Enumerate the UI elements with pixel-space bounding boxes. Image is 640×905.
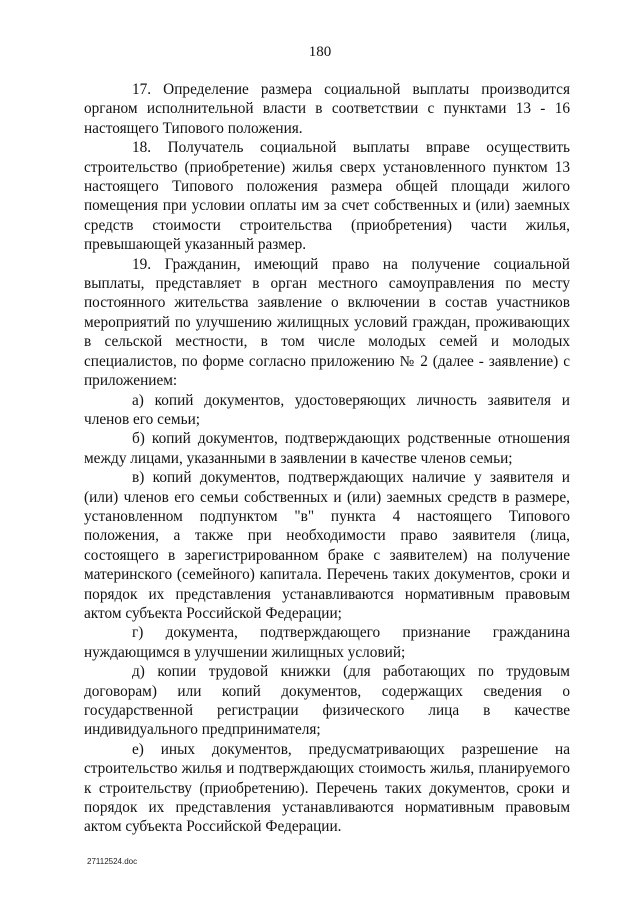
- paragraph-17: 17. Определение размера социальной выплаты производится органом исполнительной власти в соответствии с пунктами 13 - 16 настоящего Типового положения.: [84, 81, 570, 137]
- list-item-b: б) копий документов, подтверждающих родственные отношения между лицами, указанными в заявлении в качестве членов семьи;: [84, 430, 570, 467]
- document-body: [84, 80, 570, 837]
- page-number: 180: [308, 44, 332, 60]
- document-filename: 27112524.doc: [87, 857, 138, 866]
- list-item-v: в) копий документов, подтверждающих наличие у заявителя и (или) членов его семьи собственных и (или) заемных средств в размере, установленном подпунктом "в" пункта 4 настоящего Типового положения, а также при необходимости право заявителя (лица, состоящего в зарегистрированном браке с заявителем) на получение материнского (семейного) капитала. Перечень таких документов, сроки и порядок их представления устанавливаются нормативным правовым актом субъекта Российской Федерации;: [84, 469, 570, 622]
- list-item-e: е) иных документов, предусматривающих разрешение на строительство жилья и подтверждающих стоимость жилья, планируемого к строительству (приобретению). Перечень таких документов, сроки и порядок их представления устанавливаются нормативным правовым актом субъекта Российской Федерации.: [84, 740, 570, 836]
- list-item-a: а) копий документов, удостоверяющих личность заявителя и членов его семьи;: [84, 391, 570, 428]
- list-item-g: г) документа, подтверждающего признание гражданина нуждающимся в улучшении жилищных условий;: [84, 624, 570, 661]
- paragraph-19: 19. Гражданин, имеющий право на получение социальной выплаты, представляет в орган местного самоуправления по месту постоянного жительства заявление о включении в состав участников мероприятий по улучшению жилищных условий граждан, проживающих в сельской местности, в том числе молодых семей и молодых специалистов, по форме согласно приложению № 2 (далее - заявление) с приложением:: [84, 255, 570, 390]
- list-item-d: д) копии трудовой книжки (для работающих по трудовым договорам) или копий документов, содержащих сведения о государственной регистрации физического лица в качестве индивидуального предпринимателя;: [84, 663, 570, 739]
- paragraph-18: 18. Получатель социальной выплаты вправе осуществить строительство (приобретение) жилья сверх установленного пунктом 13 настоящего Типового положения размера общей площади жилого помещения при условии оплаты им за счет собственных и (или) заемных средств стоимости строительства (приобретения) части жилья, превышающей указанный размер.: [84, 139, 570, 254]
